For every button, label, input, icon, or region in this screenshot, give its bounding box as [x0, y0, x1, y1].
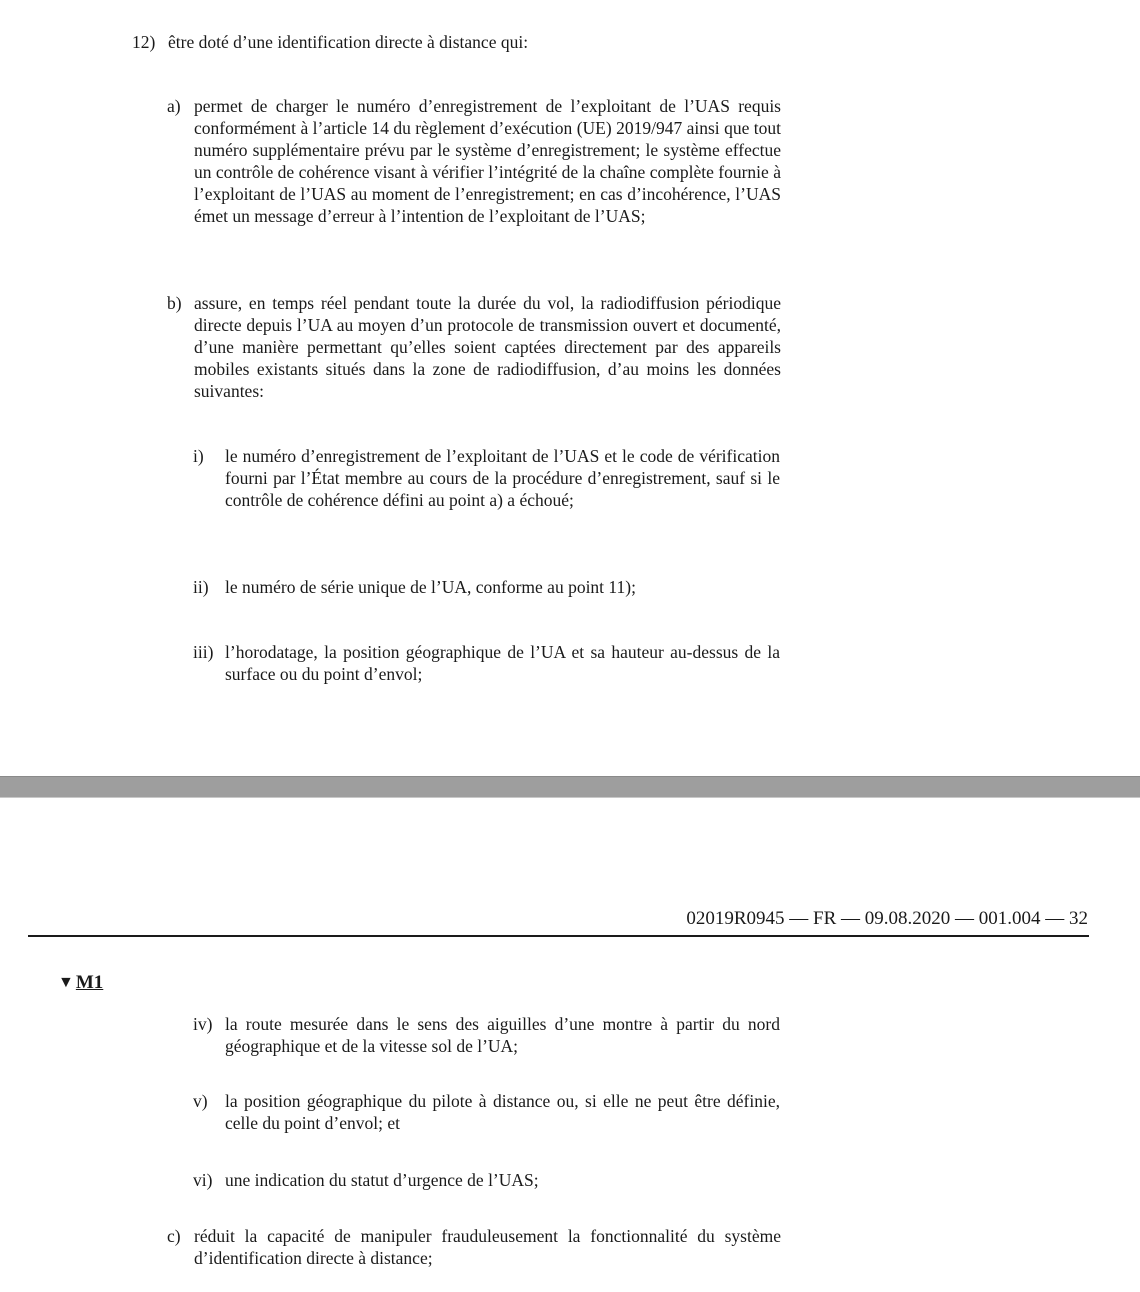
- list-text-c: réduit la capacité de manipuler frauduleusement la fonctionnalité du système d’identification directe à distance;: [194, 1226, 781, 1268]
- list-number-12: 12): [132, 32, 156, 52]
- list-item-v: [193, 1090, 780, 1134]
- list-item-a: [167, 95, 781, 227]
- list-text-v: la position géographique du pilote à distance ou, si elle ne peut être définie, celle du point d’envol; et: [225, 1091, 780, 1133]
- list-number-b: b): [167, 293, 182, 313]
- list-number-i: i): [193, 446, 204, 466]
- list-number-iv: iv): [193, 1014, 213, 1034]
- list-text-i: le numéro d’enregistrement de l’exploitant de l’UAS et le code de vérification fourni par l’État membre au cours de la procédure d’enregistrement, sauf si le contrôle de cohérence défini au point a) a échoué;: [225, 446, 780, 510]
- list-item-12: [132, 31, 792, 53]
- amendment-marker: [58, 972, 103, 994]
- list-number-vi: vi): [193, 1170, 213, 1190]
- page-separator: [0, 776, 1140, 798]
- amendment-code: M1: [75, 972, 104, 993]
- list-item-b: [167, 292, 781, 402]
- list-text-b: assure, en temps réel pendant toute la durée du vol, la radiodiffusion périodique directe depuis l’UA au moyen d’un protocole de transmission ouvert et documenté, d’une manière permettant qu’elles soient captées directement par des appareils mobiles existants situés dans la zone de radiodiffusion, d’au moins les données suivantes:: [194, 293, 781, 401]
- list-text-a: permet de charger le numéro d’enregistrement de l’exploitant de l’UAS requis conformément à l’article 14 du règlement d’exécution (UE) 2019/947 ainsi que tout numéro supplémentaire prévu par le système d’enregistrement; le système effectue un contrôle de cohérence visant à vérifier l’intégrité de la chaîne complète fournie à l’exploitant de l’UAS au moment de l’enregistrement; en cas d’incohérence, l’UAS émet un message d’erreur à l’intention de l’exploitant de l’UAS;: [194, 96, 781, 226]
- list-item-i: [193, 445, 780, 511]
- list-item-iv: [193, 1013, 780, 1057]
- list-item-vi: [193, 1169, 780, 1191]
- triangle-down-icon: ▼: [58, 974, 74, 991]
- list-text-ii: le numéro de série unique de l’UA, conforme au point 11);: [225, 577, 636, 597]
- list-number-iii: iii): [193, 642, 214, 662]
- list-number-a: a): [167, 96, 181, 116]
- list-number-v: v): [193, 1091, 208, 1111]
- header-rule: [28, 935, 1089, 937]
- list-item-c: [167, 1225, 781, 1269]
- list-number-ii: ii): [193, 577, 209, 597]
- list-item-iii: [193, 641, 780, 685]
- list-text-vi: une indication du statut d’urgence de l’UAS;: [225, 1170, 539, 1190]
- list-number-c: c): [167, 1226, 181, 1246]
- list-text-12: être doté d’une identification directe à distance qui:: [168, 32, 529, 52]
- list-text-iv: la route mesurée dans le sens des aiguilles d’une montre à partir du nord géographique et de la vitesse sol de l’UA;: [225, 1014, 780, 1056]
- document-reference: 02019R0945 — FR — 09.08.2020 — 001.004 — 32: [686, 908, 1088, 929]
- list-item-ii: [193, 576, 780, 598]
- list-text-iii: l’horodatage, la position géographique de l’UA et sa hauteur au-dessus de la surface ou du point d’envol;: [225, 642, 780, 684]
- document-page-2: [0, 798, 1140, 1292]
